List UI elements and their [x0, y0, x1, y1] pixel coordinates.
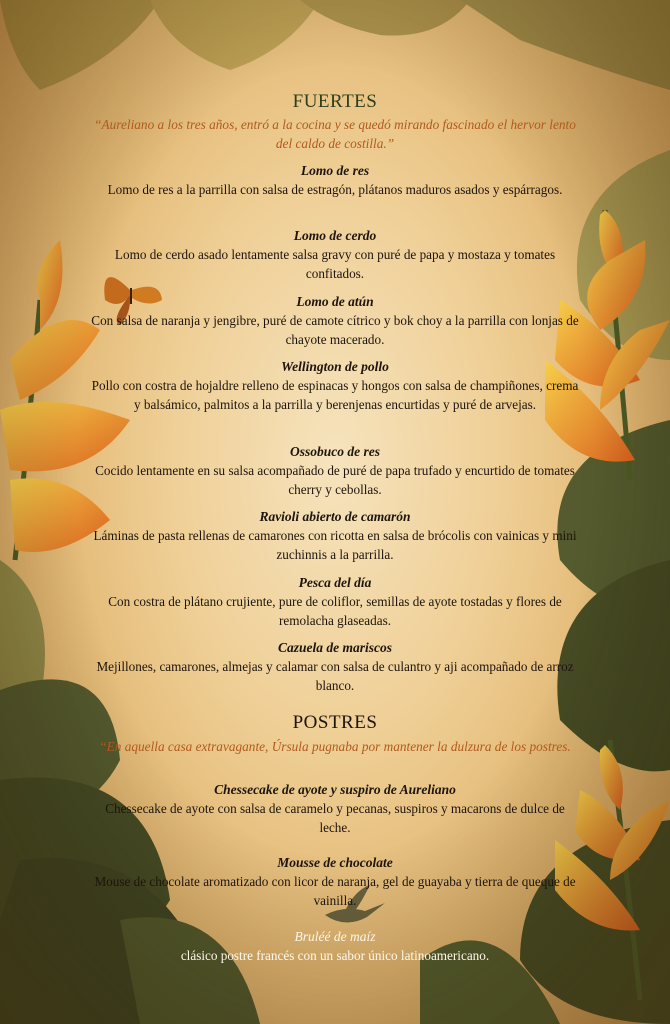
menu-item-description: Con costra de plátano crujiente, pure de coliflor, semillas de ayote tostadas y flores de remolacha glaseadas. [108, 594, 562, 628]
section-title-fuertes: FUERTES [292, 91, 378, 112]
menu-item-description: clásico postre francés con un sabor único latinoamericano. [180, 948, 490, 963]
menu-content [60, 0, 610, 1024]
menu-item [90, 161, 580, 199]
menu-item-description: Con salsa de naranja y jengibre, puré de camote cítrico y bok choy a la parrilla con lonjas de chayote macerado. [91, 313, 579, 347]
menu-item-name: Pesca del día [298, 575, 372, 590]
menu-item-description: Mouse de chocolate aromatizado con licor de naranja, gel de guayaba y tierra de queque de vainilla. [94, 874, 576, 908]
section-quote-postres: “En aquella casa extravagante, Úrsula pugnaba por mantener la dulzura de los postres. [99, 739, 571, 754]
menu-item-description: Mejillones, camarones, almejas y calamar con salsa de culantro y aji acompañado de arroz blanco. [96, 659, 574, 693]
menu-item [90, 853, 580, 910]
menu-item-name: Lomo de res [300, 163, 370, 178]
menu-item-description: Lomo de cerdo asado lentamente salsa gravy con puré de papa y mostaza y tomates confitados. [114, 247, 556, 281]
menu-item [90, 573, 580, 630]
menu-item-name: Chessecake de ayote y suspiro de Aureliano [214, 782, 456, 797]
section-quote-fuertes: “Aureliano a los tres años, entró a la cocina y se quedó mirando fascinado el hervor lento del caldo de costilla.” [94, 117, 576, 151]
menu-item-description: Cocido lentamente en su salsa acompañado de puré de papa trufado y encurtido de tomates cherry y cebollas. [95, 463, 575, 497]
menu-item-name: Lomo de atún [296, 294, 374, 309]
menu-item [90, 638, 580, 695]
section-title-postres: POSTRES [292, 712, 378, 733]
menu-item-description: Lomo de res a la parrilla con salsa de estragón, plátanos maduros asados y espárragos. [107, 182, 563, 197]
menu-item-description: Pollo con costra de hojaldre relleno de espinacas y hongos con salsa de champiñones, crema y balsámico, palmitos a la parrilla y berenjenas encurtidas y puré de arvejas. [91, 378, 579, 412]
menu-item [90, 292, 580, 349]
menu-item-name: Ossobuco de res [290, 444, 380, 459]
menu-item [90, 780, 580, 837]
menu-item-name: Wellington de pollo [281, 359, 389, 374]
menu-item [90, 357, 580, 414]
menu-item-description: Láminas de pasta rellenas de camarones con ricotta en salsa de brócolis con vainicas y mini zuchinnis a la parrilla. [93, 528, 577, 562]
menu-item [90, 442, 580, 499]
menu-item-description: Chessecake de ayote con salsa de caramelo y pecanas, suspiros y macarons de dulce de leche. [105, 801, 565, 835]
menu-item-name: Mousse de chocolate [277, 855, 393, 870]
menu-item-name: Ravioli abierto de camarón [259, 509, 411, 524]
menu-item [90, 507, 580, 564]
menu-item [90, 927, 580, 965]
menu-item [90, 226, 580, 283]
menu-item-name: Cazuela de mariscos [277, 640, 392, 655]
menu-item-name: Bruléé de maíz [294, 929, 376, 944]
menu-item-name: Lomo de cerdo [293, 228, 377, 243]
